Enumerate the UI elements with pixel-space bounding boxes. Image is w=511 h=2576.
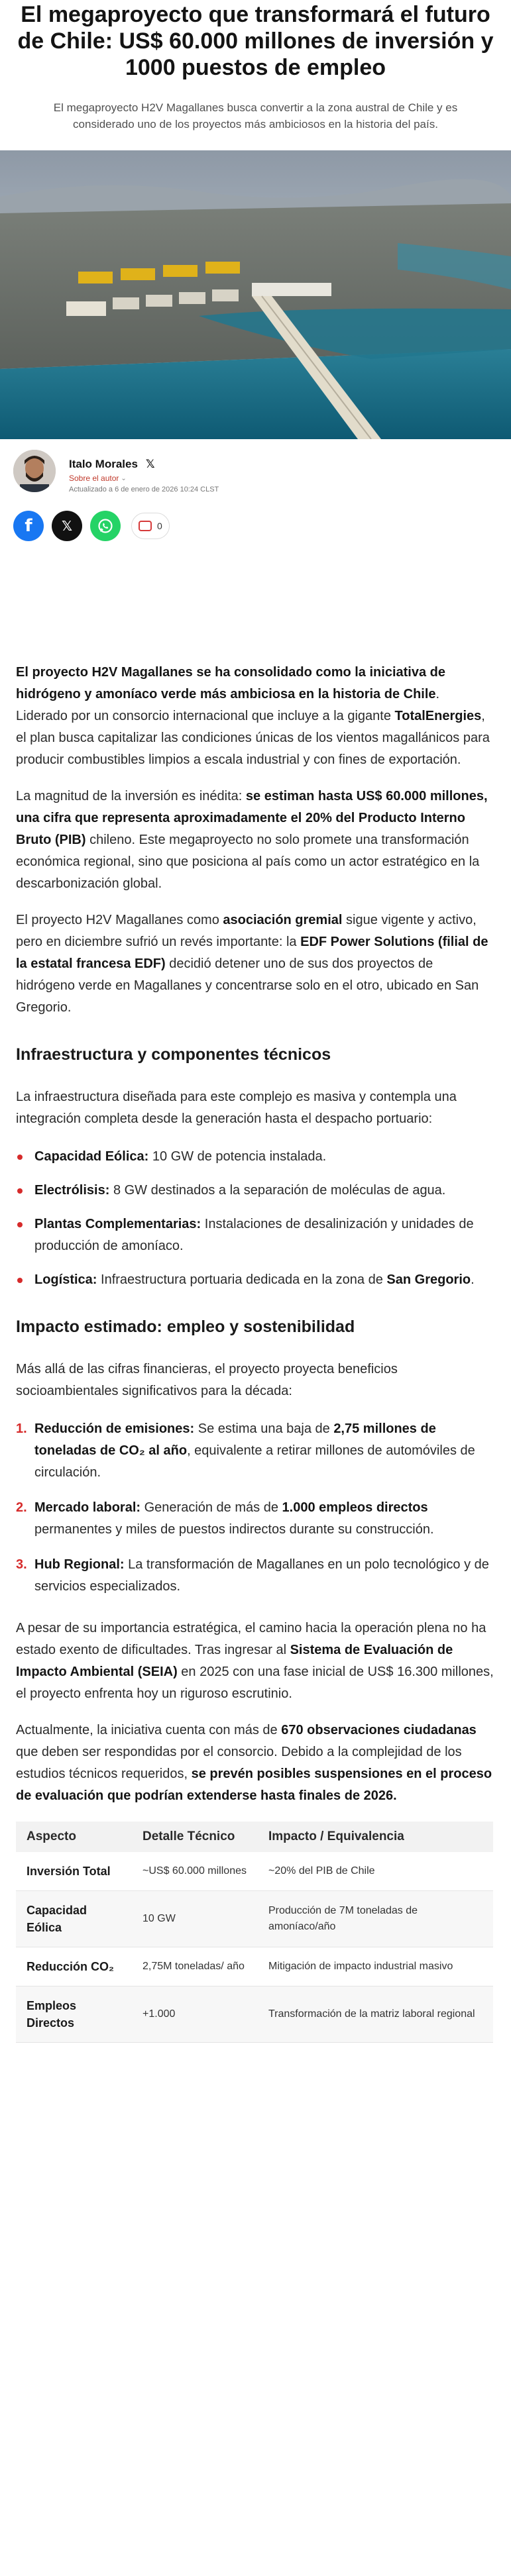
numbered-item [16, 1418, 494, 1484]
bold-text: 670 observaciones ciudadanas [281, 1723, 477, 1737]
author-block [0, 450, 511, 501]
chevron-down-icon: ⌄ [121, 474, 127, 482]
paragraph-impact: Más allá de las cifras financieras, el proyecto proyecta beneficios socioambientales significativos para la década: [16, 1362, 398, 1398]
section-heading-impact: Impacto estimado: empleo y sostenibilidad [16, 1317, 355, 1336]
bold-text: se prevén posibles suspensiones en el proceso de evaluación que podrían extenderse hasta finales de 2026. [16, 1767, 492, 1803]
table-cell: 10 GW [132, 1891, 258, 1947]
bold-text: Sistema de Evaluación de Impacto Ambiental (SEIA) [16, 1643, 453, 1679]
text: que deben ser respondidas por el consorcio. Debido a la complejidad de los estudios técnicos requeridos, [16, 1745, 462, 1781]
section-heading-infrastructure: Infraestructura y componentes técnicos [16, 1045, 331, 1064]
author-photo [13, 450, 56, 492]
bold-text: Plantas Complementarias: [34, 1217, 201, 1231]
table-cell: Mitigación de impacto industrial masivo [258, 1947, 493, 1986]
text: Infraestructura portuaria dedicada en la zona de [97, 1272, 387, 1287]
text: Actualmente, la iniciativa cuenta con más de [16, 1723, 282, 1737]
text: permanentes y miles de puestos indirectos durante su construcción. [34, 1522, 434, 1537]
text: La transformación de Magallanes en un polo tecnológico y de servicios especializados. [34, 1557, 489, 1594]
text: . [471, 1272, 475, 1287]
x-share-button[interactable] [52, 511, 82, 541]
table-header: Impacto / Equivalencia [258, 1822, 493, 1852]
whatsapp-icon [97, 517, 114, 535]
x-icon: 𝕏 [61, 519, 73, 534]
bold-text: TotalEnergies [394, 709, 482, 723]
numbered-item [16, 1497, 494, 1541]
bold-text: San Gregorio [386, 1272, 471, 1287]
paragraph-seia [16, 1618, 494, 1705]
list-item [16, 1269, 494, 1291]
infrastructure-list [16, 1146, 494, 1291]
facebook-share-button[interactable] [13, 511, 44, 541]
text: . Liderado por un consorcio internacional que incluye a la gigante [16, 687, 440, 723]
share-bar [0, 509, 511, 542]
text: , equivalente a retirar millones de automóviles de circulación. [34, 1443, 475, 1480]
author-name-row [69, 458, 219, 471]
impact-list [16, 1418, 494, 1598]
table-cell: 2,75M toneladas/ año [132, 1947, 258, 1986]
author-avatar[interactable] [13, 450, 56, 492]
table-cell: ~20% del PIB de Chile [258, 1852, 493, 1891]
paragraph-intro [16, 662, 494, 771]
item-number: 2. [16, 1500, 27, 1515]
paragraph-observations [16, 1720, 494, 1807]
table-row [16, 1947, 493, 1986]
updated-timestamp: Actualizado a 6 de enero de 2026 10:24 CLST [69, 486, 219, 493]
text: , el plan busca capitalizar las condiciones únicas de los vientos magallánicos para producir combustibles limpios a escala industrial y con fines de exportación. [16, 709, 490, 767]
paragraph-investment [16, 786, 494, 895]
text: sigue vigente y activo, pero en diciembre sufrió un revés importante: la [16, 913, 477, 949]
table-header: Aspecto [16, 1822, 132, 1852]
x-profile-icon[interactable]: 𝕏 [145, 458, 155, 470]
table-cell: Reducción CO₂ [16, 1947, 132, 1986]
bold-text: asociación gremial [223, 913, 343, 927]
table-header: Detalle Técnico [132, 1822, 258, 1852]
text: decidió detener uno de sus dos proyectos de hidrógeno verde en Magallanes y concentrarse solo en el otro, ubicado en San Gregorio. [16, 956, 479, 1015]
item-number: 3. [16, 1557, 27, 1572]
hero-image [0, 150, 511, 439]
bold-text: El proyecto H2V Magallanes se ha consolidado como la iniciativa de hidrógeno y amoníaco verde más ambiciosa en la historia de Chile [16, 665, 445, 701]
text: A pesar de su importancia estratégica, el camino hacia la operación plena no ha estado exento de dificultades. Tras ingresar al [16, 1621, 486, 1657]
table-row [16, 1986, 493, 2043]
table-cell: Producción de 7M toneladas de amoníaco/año [258, 1891, 493, 1947]
table-cell: ~US$ 60.000 millones [132, 1852, 258, 1891]
table-cell: Inversión Total [16, 1852, 132, 1891]
text: Instalaciones de desalinización y unidades de producción de amoníaco. [34, 1217, 474, 1253]
list-item [16, 1213, 494, 1257]
bold-text: Logística: [34, 1272, 97, 1287]
paragraph-infrastructure: La infraestructura diseñada para este complejo es masiva y contempla una integración completa desde la generación hasta el despacho portuario: [16, 1090, 457, 1126]
bold-text: 1.000 empleos directos [282, 1500, 428, 1515]
about-author-label: Sobre el autor [69, 474, 119, 483]
text: Se estima una baja de [194, 1421, 334, 1436]
list-item [16, 1180, 494, 1202]
bold-text: Electrólisis: [34, 1183, 110, 1198]
article-body [0, 662, 511, 2043]
article-header [0, 1, 511, 132]
table-cell: +1.000 [132, 1986, 258, 2043]
summary-table [16, 1822, 493, 2043]
bold-text: se estiman hasta US$ 60.000 millones, una cifra que representa aproximadamente el 20% del Producto Interno Bruto (PIB) [16, 789, 488, 847]
comment-icon [139, 521, 152, 531]
table-row [16, 1891, 493, 1947]
numbered-item [16, 1554, 494, 1598]
item-number: 1. [16, 1421, 27, 1436]
table-cell: Capacidad Eólica [16, 1891, 132, 1947]
about-author-toggle[interactable] [69, 474, 219, 483]
bold-text: EDF Power Solutions (filial de la estatal francesa EDF) [16, 935, 488, 971]
author-meta [69, 450, 219, 493]
paragraph-edf [16, 909, 494, 1019]
text: La magnitud de la inversión es inédita: [16, 789, 246, 803]
text: 10 GW de potencia instalada. [148, 1149, 327, 1164]
article-title: El megaproyecto que transformará el futuro de Chile: US$ 60.000 millones de inversión y 1000 puestos de empleo [17, 2, 494, 80]
hero-illustration [0, 150, 511, 439]
author-name[interactable]: Italo Morales [69, 458, 138, 470]
list-item [16, 1146, 494, 1168]
table-row [16, 1852, 493, 1891]
bold-text: Hub Regional: [34, 1557, 125, 1572]
text: en 2025 con una fase inicial de US$ 16.300 millones, el proyecto enfrenta hoy un riguroso escrutinio. [16, 1665, 494, 1701]
bold-text: Capacidad Eólica: [34, 1149, 149, 1164]
text: Generación de más de [141, 1500, 282, 1515]
text: 8 GW destinados a la separación de moléculas de agua. [109, 1183, 446, 1198]
table-header-row [16, 1822, 493, 1852]
text: El proyecto H2V Magallanes como [16, 913, 223, 927]
comments-count: 0 [157, 521, 162, 531]
comments-button[interactable] [131, 513, 170, 539]
article-page [0, 1, 511, 2576]
article-deck: El megaproyecto H2V Magallanes busca convertir a la zona austral de Chile y es considerado uno de los proyectos más ambiciosos en la historia del país. [53, 101, 458, 130]
table-cell: Empleos Directos [16, 1986, 132, 2043]
bold-text: Reducción de emisiones: [34, 1421, 195, 1436]
bold-text: 2,75 millones de toneladas de CO₂ al año [34, 1421, 436, 1458]
table-cell: Transformación de la matriz laboral regional [258, 1986, 493, 2043]
bold-text: Mercado laboral: [34, 1500, 141, 1515]
facebook-icon: f [25, 516, 32, 536]
text: chileno. Este megaproyecto no solo promete una transformación económica regional, sino que posiciona al país como un actor estratégico en la descarbonización global. [16, 833, 480, 891]
whatsapp-share-button[interactable] [90, 511, 121, 541]
